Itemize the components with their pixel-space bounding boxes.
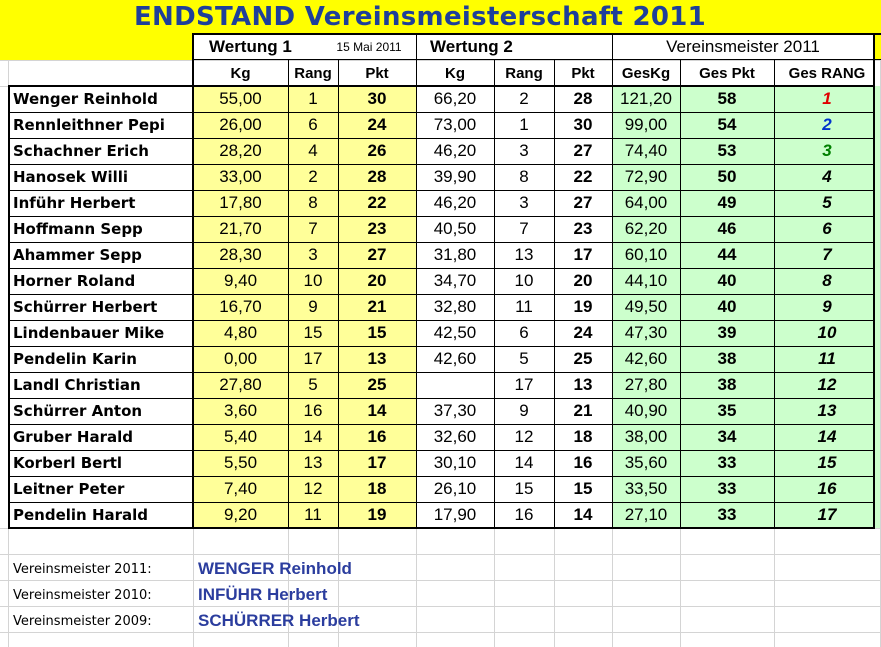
table-cell: 14	[554, 502, 612, 528]
table-cell: 17	[494, 372, 554, 398]
table-cell: 35	[680, 398, 774, 424]
table-cell: 40,90	[612, 398, 680, 424]
table-cell: 54	[680, 112, 774, 138]
table-cell: 15	[338, 320, 416, 346]
table-cell: 9	[494, 398, 554, 424]
border-bottom	[8, 527, 874, 529]
table-cell: 17	[554, 242, 612, 268]
table-cell: 8	[288, 190, 338, 216]
footer-champion-name: WENGER Reinhold	[198, 559, 352, 578]
table-cell: 49,50	[612, 294, 680, 320]
player-name: Leitner Peter	[8, 476, 193, 502]
table-cell: 20	[554, 268, 612, 294]
table-cell: 17,90	[416, 502, 494, 528]
table-cell: 34	[680, 424, 774, 450]
column-header: Pkt	[365, 64, 389, 82]
table-cell: 12	[494, 424, 554, 450]
table-cell: 9,40	[193, 268, 288, 294]
player-name: Hoffmann Sepp	[8, 216, 193, 242]
table-cell: 53	[680, 138, 774, 164]
table-cell: 42,60	[416, 346, 494, 372]
table-cell: 18	[338, 476, 416, 502]
sheet-title: ENDSTAND Vereinsmeisterschaft 2011	[134, 2, 707, 32]
column-header: Kg	[230, 64, 251, 82]
table-cell: 0,00	[193, 346, 288, 372]
border-row	[8, 424, 874, 425]
table-cell: 38,00	[612, 424, 680, 450]
player-name: Ahammer Sepp	[8, 242, 193, 268]
table-cell: 9,20	[193, 502, 288, 528]
table-cell: 23	[554, 216, 612, 242]
table-cell: 3	[494, 138, 554, 164]
table-cell: 121,20	[612, 86, 680, 112]
table-cell: 33,00	[193, 164, 288, 190]
table-cell: 38	[680, 372, 774, 398]
table-cell: 21	[554, 398, 612, 424]
table-cell: 1	[494, 112, 554, 138]
player-name: Inführ Herbert	[8, 190, 193, 216]
border-row	[8, 346, 874, 347]
table-cell: 3,60	[193, 398, 288, 424]
table-cell: 46	[680, 216, 774, 242]
column-header: Rang	[294, 64, 332, 82]
table-cell: 55,00	[193, 86, 288, 112]
table-cell: 8	[774, 268, 880, 294]
table-cell: 32,60	[416, 424, 494, 450]
table-cell: 13	[288, 450, 338, 476]
group-wertung1: Wertung 1	[193, 34, 416, 60]
table-cell: 7	[774, 242, 880, 268]
table-cell: 27,10	[612, 502, 680, 528]
table-cell: 24	[338, 112, 416, 138]
table-cell: 50	[680, 164, 774, 190]
table-cell: 40,50	[416, 216, 494, 242]
border-name-col	[192, 33, 194, 529]
footer-champion-name: INFÜHR Herbert	[198, 585, 328, 604]
column-header: GesKg	[621, 64, 671, 82]
table-cell: 33	[680, 502, 774, 528]
table-cell: 39,90	[416, 164, 494, 190]
table-cell: 5	[288, 372, 338, 398]
table-cell: 44,10	[612, 268, 680, 294]
group-wertung1-date: 15 Mai 2011	[336, 40, 402, 54]
table-cell: 16,70	[193, 294, 288, 320]
table-cell: 12	[774, 372, 880, 398]
table-cell: 11	[494, 294, 554, 320]
border-top-groups	[193, 33, 881, 35]
table-cell: 15	[554, 476, 612, 502]
table-cell: 22	[338, 190, 416, 216]
border-row	[8, 268, 874, 269]
table-cell: 62,20	[612, 216, 680, 242]
table-cell: 2	[288, 164, 338, 190]
table-cell: 10	[494, 268, 554, 294]
table-cell: 44	[680, 242, 774, 268]
table-cell: 9	[774, 294, 880, 320]
table-cell: 27	[554, 190, 612, 216]
border-top-headers	[193, 59, 881, 60]
table-cell: 17,80	[193, 190, 288, 216]
table-cell: 64,00	[612, 190, 680, 216]
table-cell: 14	[288, 424, 338, 450]
table-cell: 11	[288, 502, 338, 528]
grid-line	[0, 554, 881, 555]
table-cell: 35,60	[612, 450, 680, 476]
table-cell: 26	[338, 138, 416, 164]
table-cell: 13	[338, 346, 416, 372]
table-cell: 2	[774, 112, 880, 138]
border-right	[873, 33, 875, 529]
player-name: Schürrer Anton	[8, 398, 193, 424]
table-cell: 15	[288, 320, 338, 346]
table-cell: 28	[338, 164, 416, 190]
table-cell: 38	[680, 346, 774, 372]
table-cell: 5,40	[193, 424, 288, 450]
table-cell: 66,20	[416, 86, 494, 112]
table-cell: 2	[494, 86, 554, 112]
table-cell: 7	[288, 216, 338, 242]
table-cell: 58	[680, 86, 774, 112]
border-left	[8, 85, 10, 529]
player-name: Schachner Erich	[8, 138, 193, 164]
table-cell: 4	[288, 138, 338, 164]
table-cell: 60,10	[612, 242, 680, 268]
table-cell: 6	[288, 112, 338, 138]
player-name: Landl Christian	[8, 372, 193, 398]
border-row	[8, 138, 874, 139]
column-header: Ges Pkt	[699, 64, 755, 82]
border-row	[8, 190, 874, 191]
table-cell: 49	[680, 190, 774, 216]
table-cell: 42,60	[612, 346, 680, 372]
table-cell: 23	[338, 216, 416, 242]
table-cell: 5	[494, 346, 554, 372]
table-cell: 3	[774, 138, 880, 164]
table-cell: 30	[554, 112, 612, 138]
player-name: Rennleithner Pepi	[8, 112, 193, 138]
table-cell: 1	[774, 86, 880, 112]
table-cell: 28	[554, 86, 612, 112]
table-cell: 18	[554, 424, 612, 450]
column-header: Rang	[505, 64, 543, 82]
table-cell: 4	[774, 164, 880, 190]
player-name: Lindenbauer Mike	[8, 320, 193, 346]
table-cell: 16	[494, 502, 554, 528]
border-row	[8, 320, 874, 321]
table-cell: 25	[554, 346, 612, 372]
table-cell: 10	[774, 320, 880, 346]
table-cell: 99,00	[612, 112, 680, 138]
table-cell: 6	[494, 320, 554, 346]
table-cell: 7,40	[193, 476, 288, 502]
table-cell: 37,30	[416, 398, 494, 424]
table-cell: 19	[554, 294, 612, 320]
border-row	[8, 216, 874, 217]
border-row	[8, 372, 874, 373]
player-name: Schürrer Herbert	[8, 294, 193, 320]
table-cell: 8	[494, 164, 554, 190]
table-cell: 27,80	[612, 372, 680, 398]
table-cell: 32,80	[416, 294, 494, 320]
table-cell: 10	[288, 268, 338, 294]
table-cell	[416, 372, 494, 398]
table-cell: 72,90	[612, 164, 680, 190]
table-cell: 42,50	[416, 320, 494, 346]
table-cell: 28,20	[193, 138, 288, 164]
footer-label: Vereinsmeister 2010:	[13, 587, 152, 603]
table-cell: 14	[494, 450, 554, 476]
table-cell: 1	[288, 86, 338, 112]
table-cell: 27	[554, 138, 612, 164]
group-vereinsmeister: Vereinsmeister 2011	[612, 34, 874, 60]
border-row	[8, 476, 874, 477]
table-cell: 21	[338, 294, 416, 320]
footer-label: Vereinsmeister 2009:	[13, 613, 152, 629]
table-cell: 26,00	[193, 112, 288, 138]
table-cell: 14	[774, 424, 880, 450]
border-wertung2	[416, 33, 417, 529]
table-cell: 13	[774, 398, 880, 424]
border-row	[8, 112, 874, 113]
table-cell: 11	[774, 346, 880, 372]
table-cell: 17	[288, 346, 338, 372]
footer-label: Vereinsmeister 2011:	[13, 561, 152, 577]
table-cell: 46,20	[416, 190, 494, 216]
player-name: Gruber Harald	[8, 424, 193, 450]
table-cell: 27	[338, 242, 416, 268]
table-cell: 16	[774, 476, 880, 502]
table-cell: 9	[288, 294, 338, 320]
table-cell: 33	[680, 450, 774, 476]
table-cell: 14	[338, 398, 416, 424]
table-cell: 13	[494, 242, 554, 268]
column-header: Ges RANG	[788, 64, 866, 82]
table-cell: 16	[338, 424, 416, 450]
table-cell: 73,00	[416, 112, 494, 138]
table-cell: 12	[288, 476, 338, 502]
border-top-rows	[8, 85, 874, 87]
border-row	[8, 294, 874, 295]
player-name: Hanosek Willi	[8, 164, 193, 190]
table-cell: 74,40	[612, 138, 680, 164]
border-row	[8, 502, 874, 503]
table-cell: 39	[680, 320, 774, 346]
table-cell: 40	[680, 268, 774, 294]
table-cell: 16	[554, 450, 612, 476]
table-cell: 15	[774, 450, 880, 476]
table-cell: 5,50	[193, 450, 288, 476]
table-cell: 3	[494, 190, 554, 216]
table-cell: 17	[774, 502, 880, 528]
table-cell: 7	[494, 216, 554, 242]
table-cell: 21,70	[193, 216, 288, 242]
border-row	[8, 398, 874, 399]
table-cell: 17	[338, 450, 416, 476]
border-row	[8, 450, 874, 451]
table-cell: 30,10	[416, 450, 494, 476]
table-cell: 46,20	[416, 138, 494, 164]
table-cell: 20	[338, 268, 416, 294]
table-cell: 4,80	[193, 320, 288, 346]
column-header: Pkt	[571, 64, 595, 82]
table-cell: 26,10	[416, 476, 494, 502]
table-cell: 3	[288, 242, 338, 268]
border-row	[8, 164, 874, 165]
table-cell: 31,80	[416, 242, 494, 268]
table-cell: 5	[774, 190, 880, 216]
player-name: Horner Roland	[8, 268, 193, 294]
table-cell: 6	[774, 216, 880, 242]
player-name: Korberl Bertl	[8, 450, 193, 476]
table-cell: 33,50	[612, 476, 680, 502]
table-cell: 15	[494, 476, 554, 502]
table-cell: 22	[554, 164, 612, 190]
player-name: Wenger Reinhold	[8, 86, 193, 112]
border-vereinsmeister	[612, 33, 613, 529]
table-cell: 13	[554, 372, 612, 398]
column-header: Kg	[445, 64, 465, 82]
table-cell: 24	[554, 320, 612, 346]
table-cell: 16	[288, 398, 338, 424]
table-cell: 27,80	[193, 372, 288, 398]
table-cell: 30	[338, 86, 416, 112]
border-row	[8, 242, 874, 243]
table-cell: 28,30	[193, 242, 288, 268]
table-cell: 40	[680, 294, 774, 320]
group-wertung2: Wertung 2	[416, 34, 612, 60]
footer-champion-name: SCHÜRRER Herbert	[198, 611, 360, 630]
table-cell: 47,30	[612, 320, 680, 346]
table-cell: 19	[338, 502, 416, 528]
table-cell: 25	[338, 372, 416, 398]
player-name: Pendelin Karin	[8, 346, 193, 372]
table-cell: 34,70	[416, 268, 494, 294]
table-cell: 33	[680, 476, 774, 502]
player-name: Pendelin Harald	[8, 502, 193, 528]
